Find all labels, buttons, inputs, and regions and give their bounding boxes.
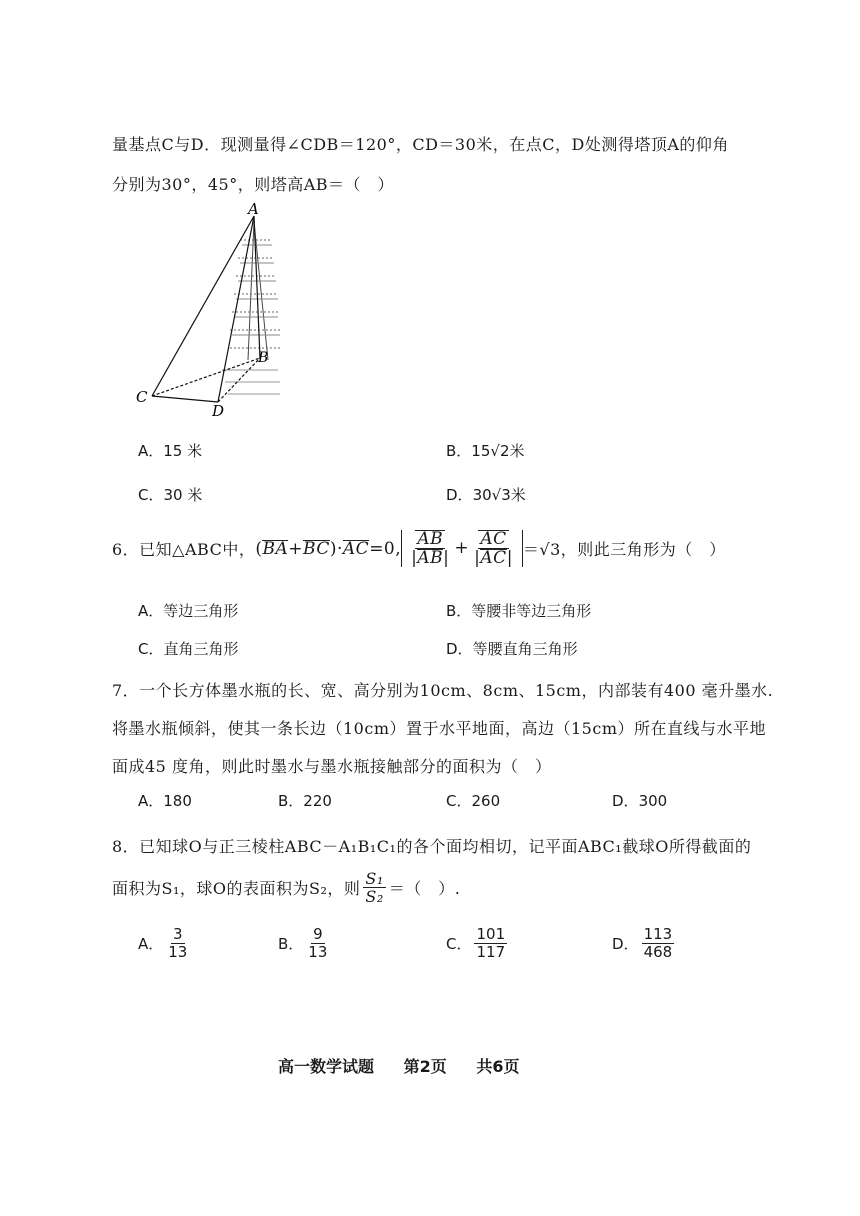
pagoda-figure (130, 200, 290, 420)
footer-total: 共6页 (476, 1057, 520, 1076)
line-CB (152, 358, 260, 396)
q8-line1: 8．已知球O与正三棱柱ABC－A₁B₁C₁的各个面均相切，记平面ABC₁截球O所得截面的 (112, 837, 752, 856)
label-B: B (258, 350, 269, 366)
line-CD (152, 396, 218, 402)
q8-line2-suffix: ＝（ ）. (388, 879, 461, 898)
q7-option-a: A．180 (138, 792, 192, 810)
q7-option-d: D．300 (612, 792, 668, 810)
q6-option-b: B．等腰非等边三角形 (446, 602, 592, 620)
q5-option-c: C．30 米 (138, 486, 203, 504)
line-AD (218, 216, 254, 402)
q8-ratio: $\frac{\text{S₁}}{\text{S₂}}$ (365, 869, 384, 906)
page-footer (278, 1054, 543, 1077)
q6-vector-expr: (BA+BC)·AC=0, (255, 538, 402, 559)
q6-option-a: A．等边三角形 (138, 602, 239, 620)
q5-option-d: D．30√3米 (446, 486, 526, 504)
q8-option-c: C． $\frac{101}{117}$ (446, 925, 506, 961)
line-AC (152, 216, 254, 396)
q5-line1: 量基点C与D．现测量得∠CDB＝120°，CD＝30米，在点C，D处测得塔顶A的仰角 (112, 135, 729, 154)
line-DB (218, 358, 260, 402)
line-AB (254, 216, 260, 358)
q6-abs-expr: $\frac{AB}{|AB|}$ + $\frac{AC}{|AC|}$ (401, 530, 523, 567)
q6-option-d: D．等腰直角三角形 (446, 640, 578, 658)
q7-option-b: B．220 (278, 792, 332, 810)
q6-prefix: 6．已知△ABC中， (112, 540, 256, 559)
q6-option-c: C．直角三角形 (138, 640, 239, 658)
q8-option-d: D． $\frac{113}{468}$ (612, 925, 673, 961)
q7-line1: 7．一个长方体墨水瓶的长、宽、高分别为10cm、8cm、15cm，内部装有400 毫升墨水. (112, 681, 774, 700)
footer-subject: 高一数学试题 (278, 1057, 375, 1076)
q5-option-a: A．15 米 (138, 442, 203, 460)
q7-option-c: C．260 (446, 792, 501, 810)
label-A: A (248, 200, 259, 218)
label-D: D (212, 402, 225, 420)
q8-option-b: B． $\frac{9}{13}$ (278, 925, 328, 961)
q8-line2 (112, 870, 460, 905)
q8-line2-prefix: 面积为S₁，球O的表面积为S₂，则 (112, 879, 361, 898)
q6-stem (112, 530, 726, 567)
q5-line2: 分别为30°，45°，则塔高AB＝（ ） (112, 175, 395, 194)
q5-option-b: B．15√2米 (446, 442, 525, 460)
q7-line3: 面成45 度角，则此时墨水与墨水瓶接触部分的面积为（ ） (112, 757, 552, 776)
q7-line2: 将墨水瓶倾斜，使其一条长边（10cm）置于水平地面，高边（15cm）所在直线与水平地 (112, 719, 766, 738)
label-C: C (136, 388, 148, 406)
q6-suffix: ＝√3，则此三角形为（ ） (522, 540, 726, 559)
q8-option-a: A． $\frac{3}{13}$ (138, 925, 188, 961)
footer-page: 第2页 (403, 1057, 447, 1076)
